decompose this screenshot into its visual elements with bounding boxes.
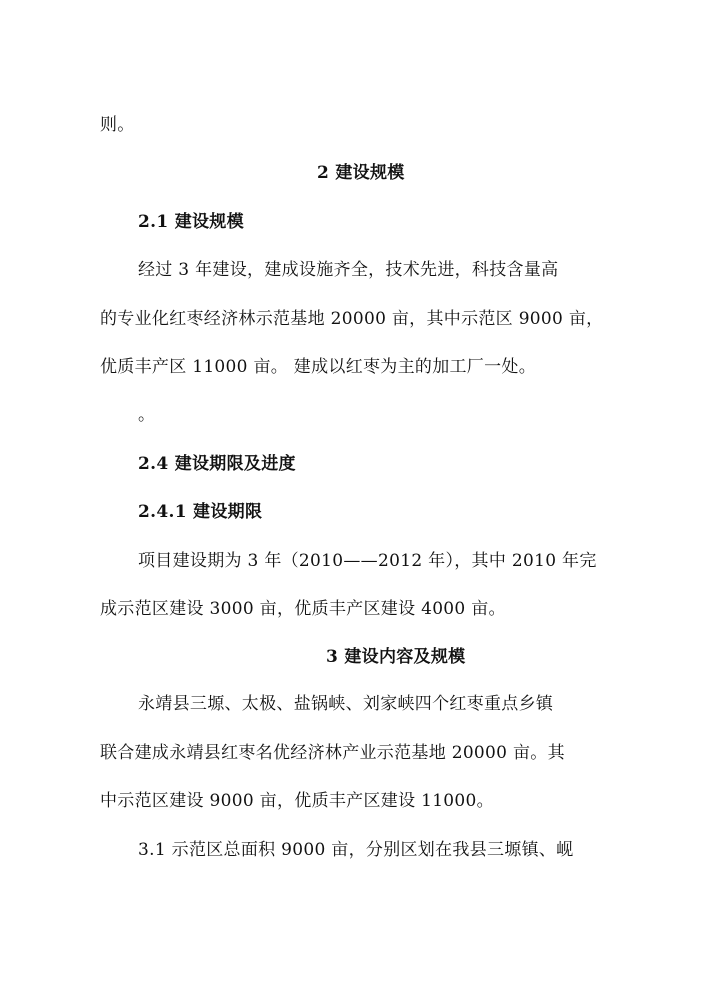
paragraph-line: 。: [138, 405, 156, 425]
paragraph-line: 项目建设期为 3 年（2010——2012 年），其中 2010 年完: [138, 551, 597, 571]
paragraph-fragment-end: 则。: [100, 115, 135, 135]
paragraph-line: 中示范区建设 9000 亩，优质丰产区建设 11000。: [100, 791, 494, 811]
subsection-heading-2-1: 2.1 建设规模: [138, 212, 244, 232]
paragraph-line: 联合建成永靖县红枣名优经济林产业示范基地 20000 亩。其: [100, 743, 565, 763]
paragraph-line: 的专业化红枣经济林示范基地 20000 亩，其中示范区 9000 亩，: [100, 309, 604, 329]
paragraph-line: 永靖县三塬、太极、盐锅峡、刘家峡四个红枣重点乡镇: [138, 694, 554, 714]
subsection-heading-2-4-1: 2.4.1 建设期限: [138, 502, 263, 522]
paragraph-line: 3.1 示范区总面积 9000 亩，分别区划在我县三塬镇、岘: [138, 840, 574, 860]
section-heading-2: 2 建设规模: [317, 163, 405, 183]
section-heading-3: 3 建设内容及规模: [326, 647, 466, 667]
paragraph-line: 成示范区建设 3000 亩，优质丰产区建设 4000 亩。: [100, 599, 506, 619]
paragraph-line: 经过 3 年建设，建成设施齐全，技术先进，科技含量高: [138, 260, 559, 280]
paragraph-line: 优质丰产区 11000 亩。 建成以红枣为主的加工厂一处。: [100, 357, 536, 377]
subsection-heading-2-4: 2.4 建设期限及进度: [138, 454, 296, 474]
